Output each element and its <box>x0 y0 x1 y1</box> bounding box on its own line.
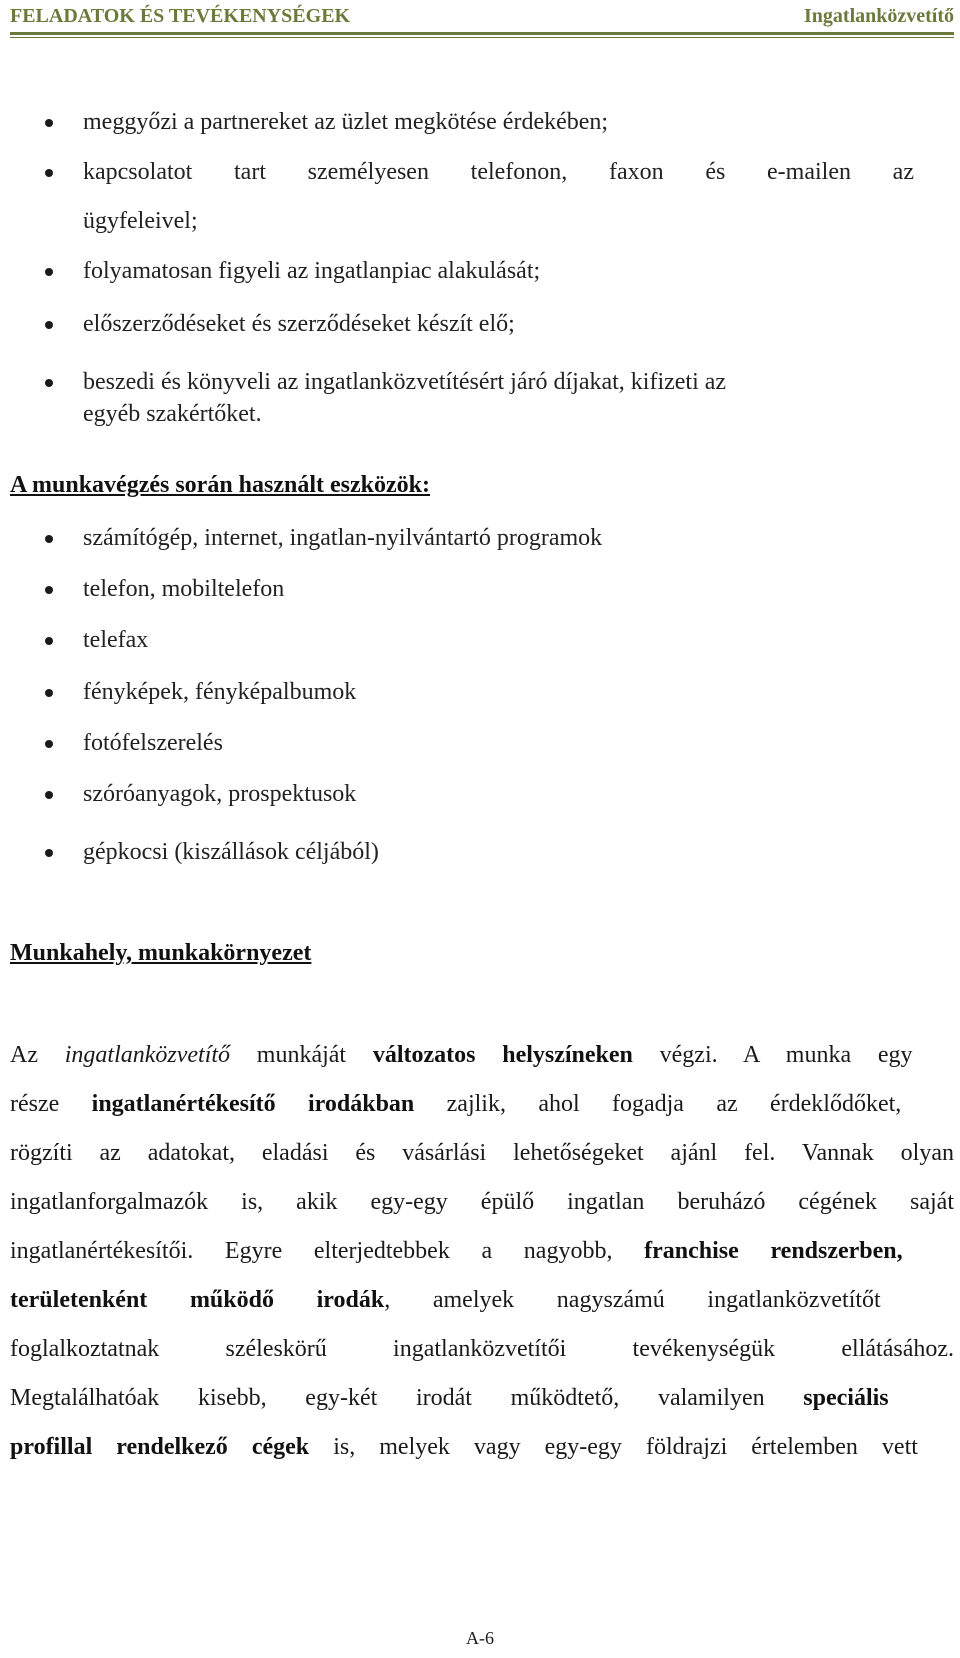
bullet-icon <box>45 119 53 127</box>
paragraph-line: foglalkoztatnak széleskörű ingatlanközvetítői tevékenységük ellátásához. <box>10 1336 954 1362</box>
paragraph-line: Az ingatlanközvetítő munkáját változatos helyszíneken végzi. A munka egy <box>10 1042 913 1068</box>
paragraph-line: Megtalálhatóak kisebb, egy-két irodát működtető, valamilyen speciális <box>10 1385 889 1411</box>
paragraph-line: ingatlanforgalmazók is, akik egy-egy épülő ingatlan beruházó cégének saját <box>10 1189 954 1215</box>
header-rule <box>10 37 954 38</box>
paragraph-line: területenként működő irodák, amelyek nagyszámú ingatlanközvetítőt <box>10 1287 881 1313</box>
bullet-icon <box>45 321 53 329</box>
workplace-heading: Munkahely, munkakörnyezet <box>10 940 312 966</box>
bullet-icon <box>45 849 53 857</box>
bullet-icon <box>45 268 53 276</box>
page-header <box>10 4 954 35</box>
page-number: A-6 <box>466 1628 494 1648</box>
header-section-title: FELADATOK ÉS TEVÉKENYSÉGEK <box>10 5 351 27</box>
paragraph-line: része ingatlanértékesítő irodákban zajlik, ahol fogadja az érdeklődőket, <box>10 1091 902 1117</box>
bullet-icon <box>45 586 53 594</box>
bullet-icon <box>45 791 53 799</box>
bullet-icon <box>45 535 53 543</box>
paragraph-line: rögzíti az adatokat, eladási és vásárlási lehetőségeket ajánl fel. Vannak olyan <box>10 1140 954 1166</box>
bullet-icon <box>45 740 53 748</box>
bullet-icon <box>45 637 53 645</box>
justified-line: kapcsolatot tart személyesen telefonon, faxon és e-mailen az <box>83 159 914 185</box>
paragraph-line: ingatlanértékesítői. Egyre elterjedtebbek a nagyobb, franchise rendszerben, <box>10 1238 903 1264</box>
bullet-icon <box>45 169 53 177</box>
paragraph-line: profillal rendelkező cégek is, melyek vagy egy-egy földrajzi értelemben vett <box>10 1434 918 1460</box>
header-document-title: Ingatlanközvetítő <box>804 5 954 27</box>
tools-heading: A munkavégzés során használt eszközök: <box>10 472 431 498</box>
bullet-icon <box>45 379 53 387</box>
bullet-icon <box>45 689 53 697</box>
